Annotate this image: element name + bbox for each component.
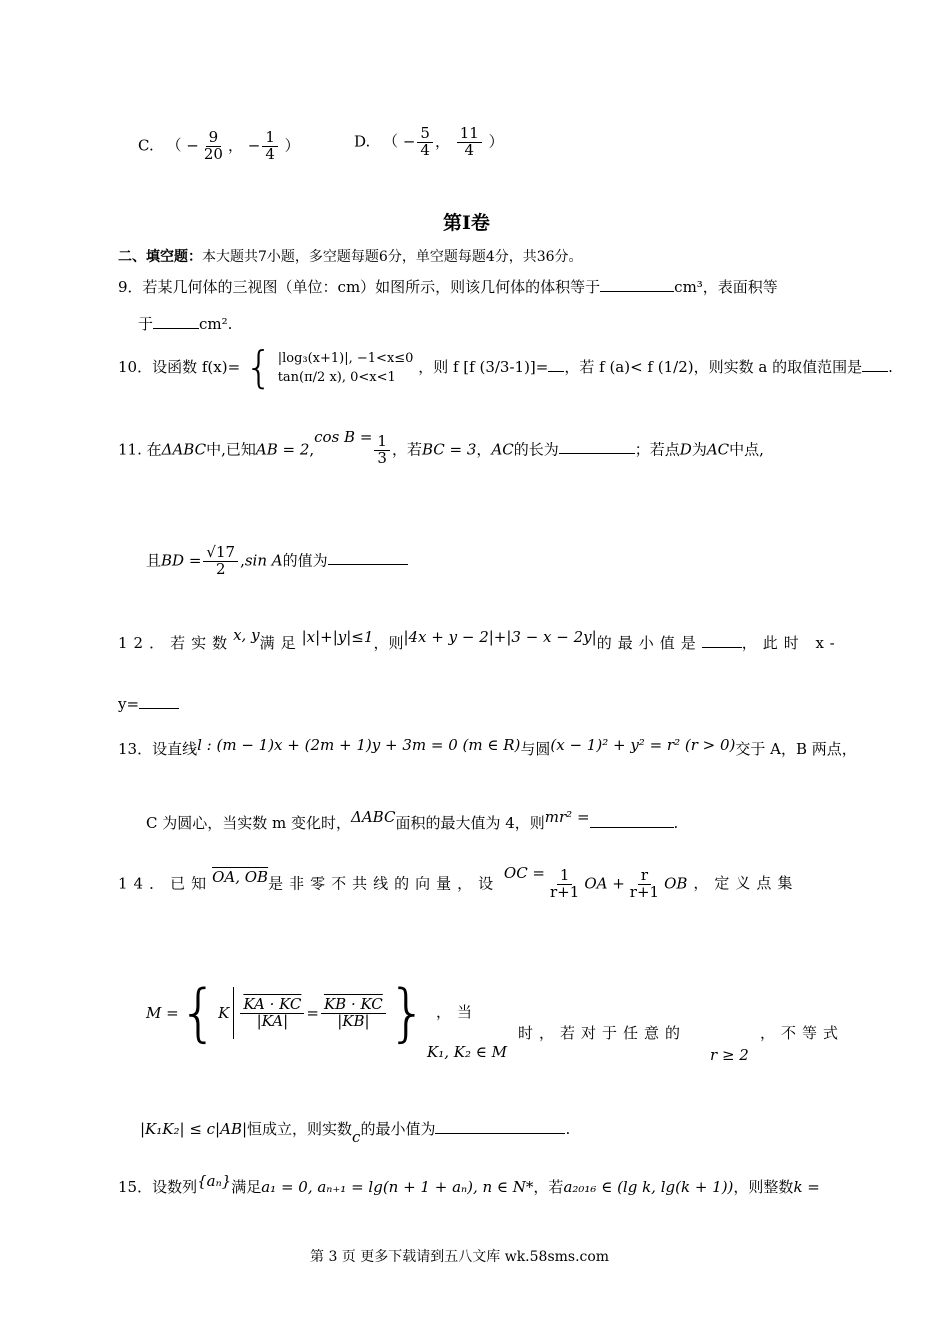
question-12-line2: y= <box>118 694 179 713</box>
question-14-line3: |K₁K₂| ≤ c|AB|恒成立，则实数c的最小值为 . <box>140 1120 571 1146</box>
option-d-frac-2: $\frac{11}{4}$ <box>457 126 482 159</box>
answer-blank <box>139 694 179 709</box>
answer-blank <box>590 813 674 828</box>
option-d-frac-1: $\frac{5}{4}$ <box>417 126 433 159</box>
answer-blank <box>435 1119 565 1134</box>
answer-blank <box>328 550 408 565</box>
question-14-text: 时，若对于任意的 <box>518 1024 687 1042</box>
question-13-line2: C 为圆心，当实数 m 变化时，ΔABC面积的最大值为 4，则mr² = . <box>146 808 679 832</box>
answer-blank <box>548 357 564 372</box>
answer-blank <box>559 439 635 454</box>
question-14-set: M = { K $\frac{KA \cdot KC}{|KA|}$ = $\frac{KB \cdot KC}{|KB|}$ } ，当 <box>146 976 479 1049</box>
section-heading: 二、填空题：本大题共7小题，多空题每题6分，单空题每题4分，共36分。 <box>118 249 583 265</box>
option-d: D. （ − $\frac{5}{4}$ ， $\frac{11}{4}$ ） <box>354 124 504 159</box>
option-c: C. （ − $\frac{9}{20}$ ， − $\frac{1}{4}$ ） <box>138 128 300 163</box>
question-14-k12: K₁, K₂ ∈ M <box>427 1043 507 1061</box>
question-11: 11. 在ΔABC中,已知AB = 2,cos B = $\frac{1}{3}$ ，若BC = 3，AC的长为 ；若点D为AC中点, <box>118 428 764 467</box>
answer-blank <box>862 357 888 372</box>
question-11-line2: 且BD = $\frac{√17}{2}$ ,sin A的值为 <box>146 545 408 578</box>
answer-blank <box>153 314 199 329</box>
option-c-frac-1: $\frac{9}{20}$ <box>203 128 223 163</box>
option-c-frac-2: $\frac{1}{4}$ <box>262 130 278 163</box>
answer-blank <box>702 633 742 648</box>
question-14: 14．已知OA, OB是非零不共线的向量，设 OC = $\frac{1}{r+1}$ OA + $\frac{r}{r+1}$ OB ，定义点集 <box>118 864 799 901</box>
piecewise-function: |log₃(x+1)|, −1<x≤0 tan(π/2 x), 0<x<1 <box>277 351 414 385</box>
question-10: 10．设函数 f(x)= { |log₃(x+1)|, −1<x≤0 tan(π/2 x), 0<x<1 ，则 f [f (3/3-1)]= ，若 f (a)< f (1/2)，则实数 a 的取值范围是 . <box>118 342 893 393</box>
question-9: 9．若某几何体的三视图（单位：cm）如图所示，则该几何体的体积等于 cm³，表面积等 <box>118 278 778 296</box>
page-footer: 第 3 页 更多下载请到五八文库 wk.58sms.com <box>310 1249 610 1265</box>
question-15: 15．设数列{aₙ}满足a₁ = 0, aₙ₊₁ = lg(n + 1 + aₙ), n ∈ N*，若a₂₀₁₆ ∈ (lg k, lg(k + 1))，则整数k = <box>118 1172 820 1196</box>
answer-blank <box>600 277 674 292</box>
question-12: 12．若实数x, y满足|x|+|y|≤1，则|4x + y − 2|+|3 − x − 2y|的最小值是 ，此时 x- <box>118 626 841 652</box>
question-14-text2: ，不等式 <box>760 1024 845 1042</box>
section-title: 第I卷 <box>443 212 490 234</box>
question-14-r: r ≥ 2 <box>710 1046 749 1064</box>
question-9-line2: 于 cm². <box>138 315 233 333</box>
question-13: 13．设直线l : (m − 1)x + (2m + 1)y + 3m = 0 (m ∈ R)与圆(x − 1)² + y² = r² (r > 0)交于 A，B 两点， <box>118 736 857 758</box>
